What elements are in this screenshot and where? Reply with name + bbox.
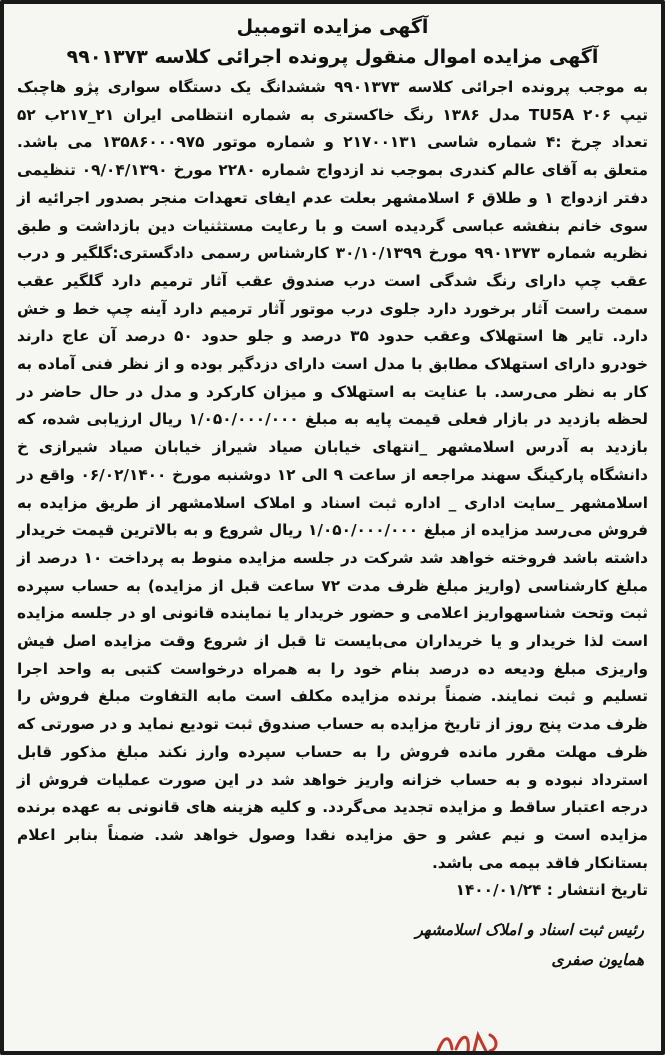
notice-subtitle: آگهی مزایده اموال منقول پرونده اجرائی کلاسه ۹۹۰۱۳۷۳ bbox=[66, 46, 599, 68]
signature-title: رئیس ثبت اسناد و املاک اسلامشهر bbox=[415, 921, 644, 940]
handwritten-mark-icon bbox=[434, 1029, 504, 1055]
publish-date: تاریخ انتشار : ۱۴۰۰/۰۱/۲۴ bbox=[455, 881, 648, 900]
signature-name: همایون صفری bbox=[551, 951, 644, 970]
notice-title: آگهی مزایده اتومبیل bbox=[236, 16, 429, 38]
notice-body: به موجب پرونده اجرائی کلاسه ۹۹۰۱۳۷۳ ششدانگ یک دستگاه سواری پژو هاچبک تیپ ۲۰۶ TU5A مدل ۱۳۸۶ رنگ خاکستری به شماره انتظامی ایران ۲۱_۲۱۷ب ۵۲ تعداد چرخ :۴ شماره شاسی ۲۱۷۰۰۱۳۱ و شماره موتور ۱۳۵۸۶۰۰۰۹۷۵ می باشد. متعلق به آقای عالم کندری بموجب ند ازدواج شماره ۲۲۸۰ مورخ ۰۹/۰۴/۱۳۹۰ تنظیمی دفتر ازدواج ۱ و طلاق ۶ اسلامشهر بعلت عدم ایفای تعهدات منجر بصدور اجرائیه از سوی خانم بنفشه عباسی گردیده است و با رعایت مستثنیات دین بازداشت و طبق نظریه شماره ۹۹۰۱۳۷۳ مورخ ۳۰/۱۰/۱۳۹۹ کارشناس رسمی دادگستری:گلگیر و درب عقب چپ دارای رنگ شدگی است درب صندوق عقب آثار ترمیم دارد گلگیر عقب سمت راست آثار برخورد دارد جلوی درب موتور آثار ترمیم دارد آینه چپ خط و خش دارد. تایر ها استهلاک وعقب حدود ۳۵ درصد و جلو حدود ۵۰ درصد آن عاج دارند خودرو دارای استهلاک مطابق با مدل است دارای دزدگیر بوده و از نظر فنی آماده به کار به نظر می‌رسد. با عنایت به استهلاک و میزان کارکرد و مدل در حال حاضر در لحظه بازدید در بازار فعلی قیمت پایه به مبلغ ۱/۰۵۰/۰۰۰/۰۰۰ ریال ارزیابی شده، که بازدید به آدرس اسلامشهر _انتهای خیابان صیاد شیراز خیابان صیاد شیرازی خ دانشگاه پارکینگ سهند مراجعه از ساعت ۹ الی ۱۲ دوشنبه مورخ ۰۶/۰۲/۱۴۰۰ واقع در اسلامشهر _سایت اداری _ اداره ثبت اسناد و املاک اسلامشهر از طریق مزایده به فروش می‌رسد مزایده از مبلغ ۱/۰۵۰/۰۰۰/۰۰۰ ریال شروع و به بالاترین قیمت خریدار داشته باشد فروخته خواهد شد شرکت در جلسه مزایده منوط به پرداخت ۱۰ درصد از مبلغ کارشناسی (واریز مبلغ ظرف مدت ۷۲ ساعت قبل از مزایده) به حساب سپرده ثبت وتحت شناسهواریز اعلامی و حضور خریدار یا نماینده قانونی او در جلسه مزایده است لذا خریدار و یا خریداران می‌بایست تا قبل از شروع وقت مزایده اصل فیش واریزی مبلغ ودیعه ده درصد بنام خود را به همراه درخواست کتبی به واحد اجرا تسلیم و ثبت نمایند. ضمناً برنده مزایده مکلف است مابه التفاوت مبلغ فروش را ظرف مدت پنج روز از تاریخ مزایده به حساب صندوق ثبت تودیع نماید و در صورتی که ظرف مهلت مقرر مانده فروش را به حساب سپرده وارز نکند مبلغ مذکور قابل استرداد نبوده و به حساب خزانه واریز خواهد شد در این صورت عملیات فروش از درجه اعتبار ساقط و مزایده تجدید می‌گردد. و کلیه هزینه های قانونی به عهده برنده مزایده است و نیم عشر و حق مزایده نقدا وصول خواهد شد. ضمناً بنابر اعلام بستانکار فاقد بیمه می باشد. bbox=[17, 78, 649, 872]
signature-block bbox=[17, 915, 648, 975]
